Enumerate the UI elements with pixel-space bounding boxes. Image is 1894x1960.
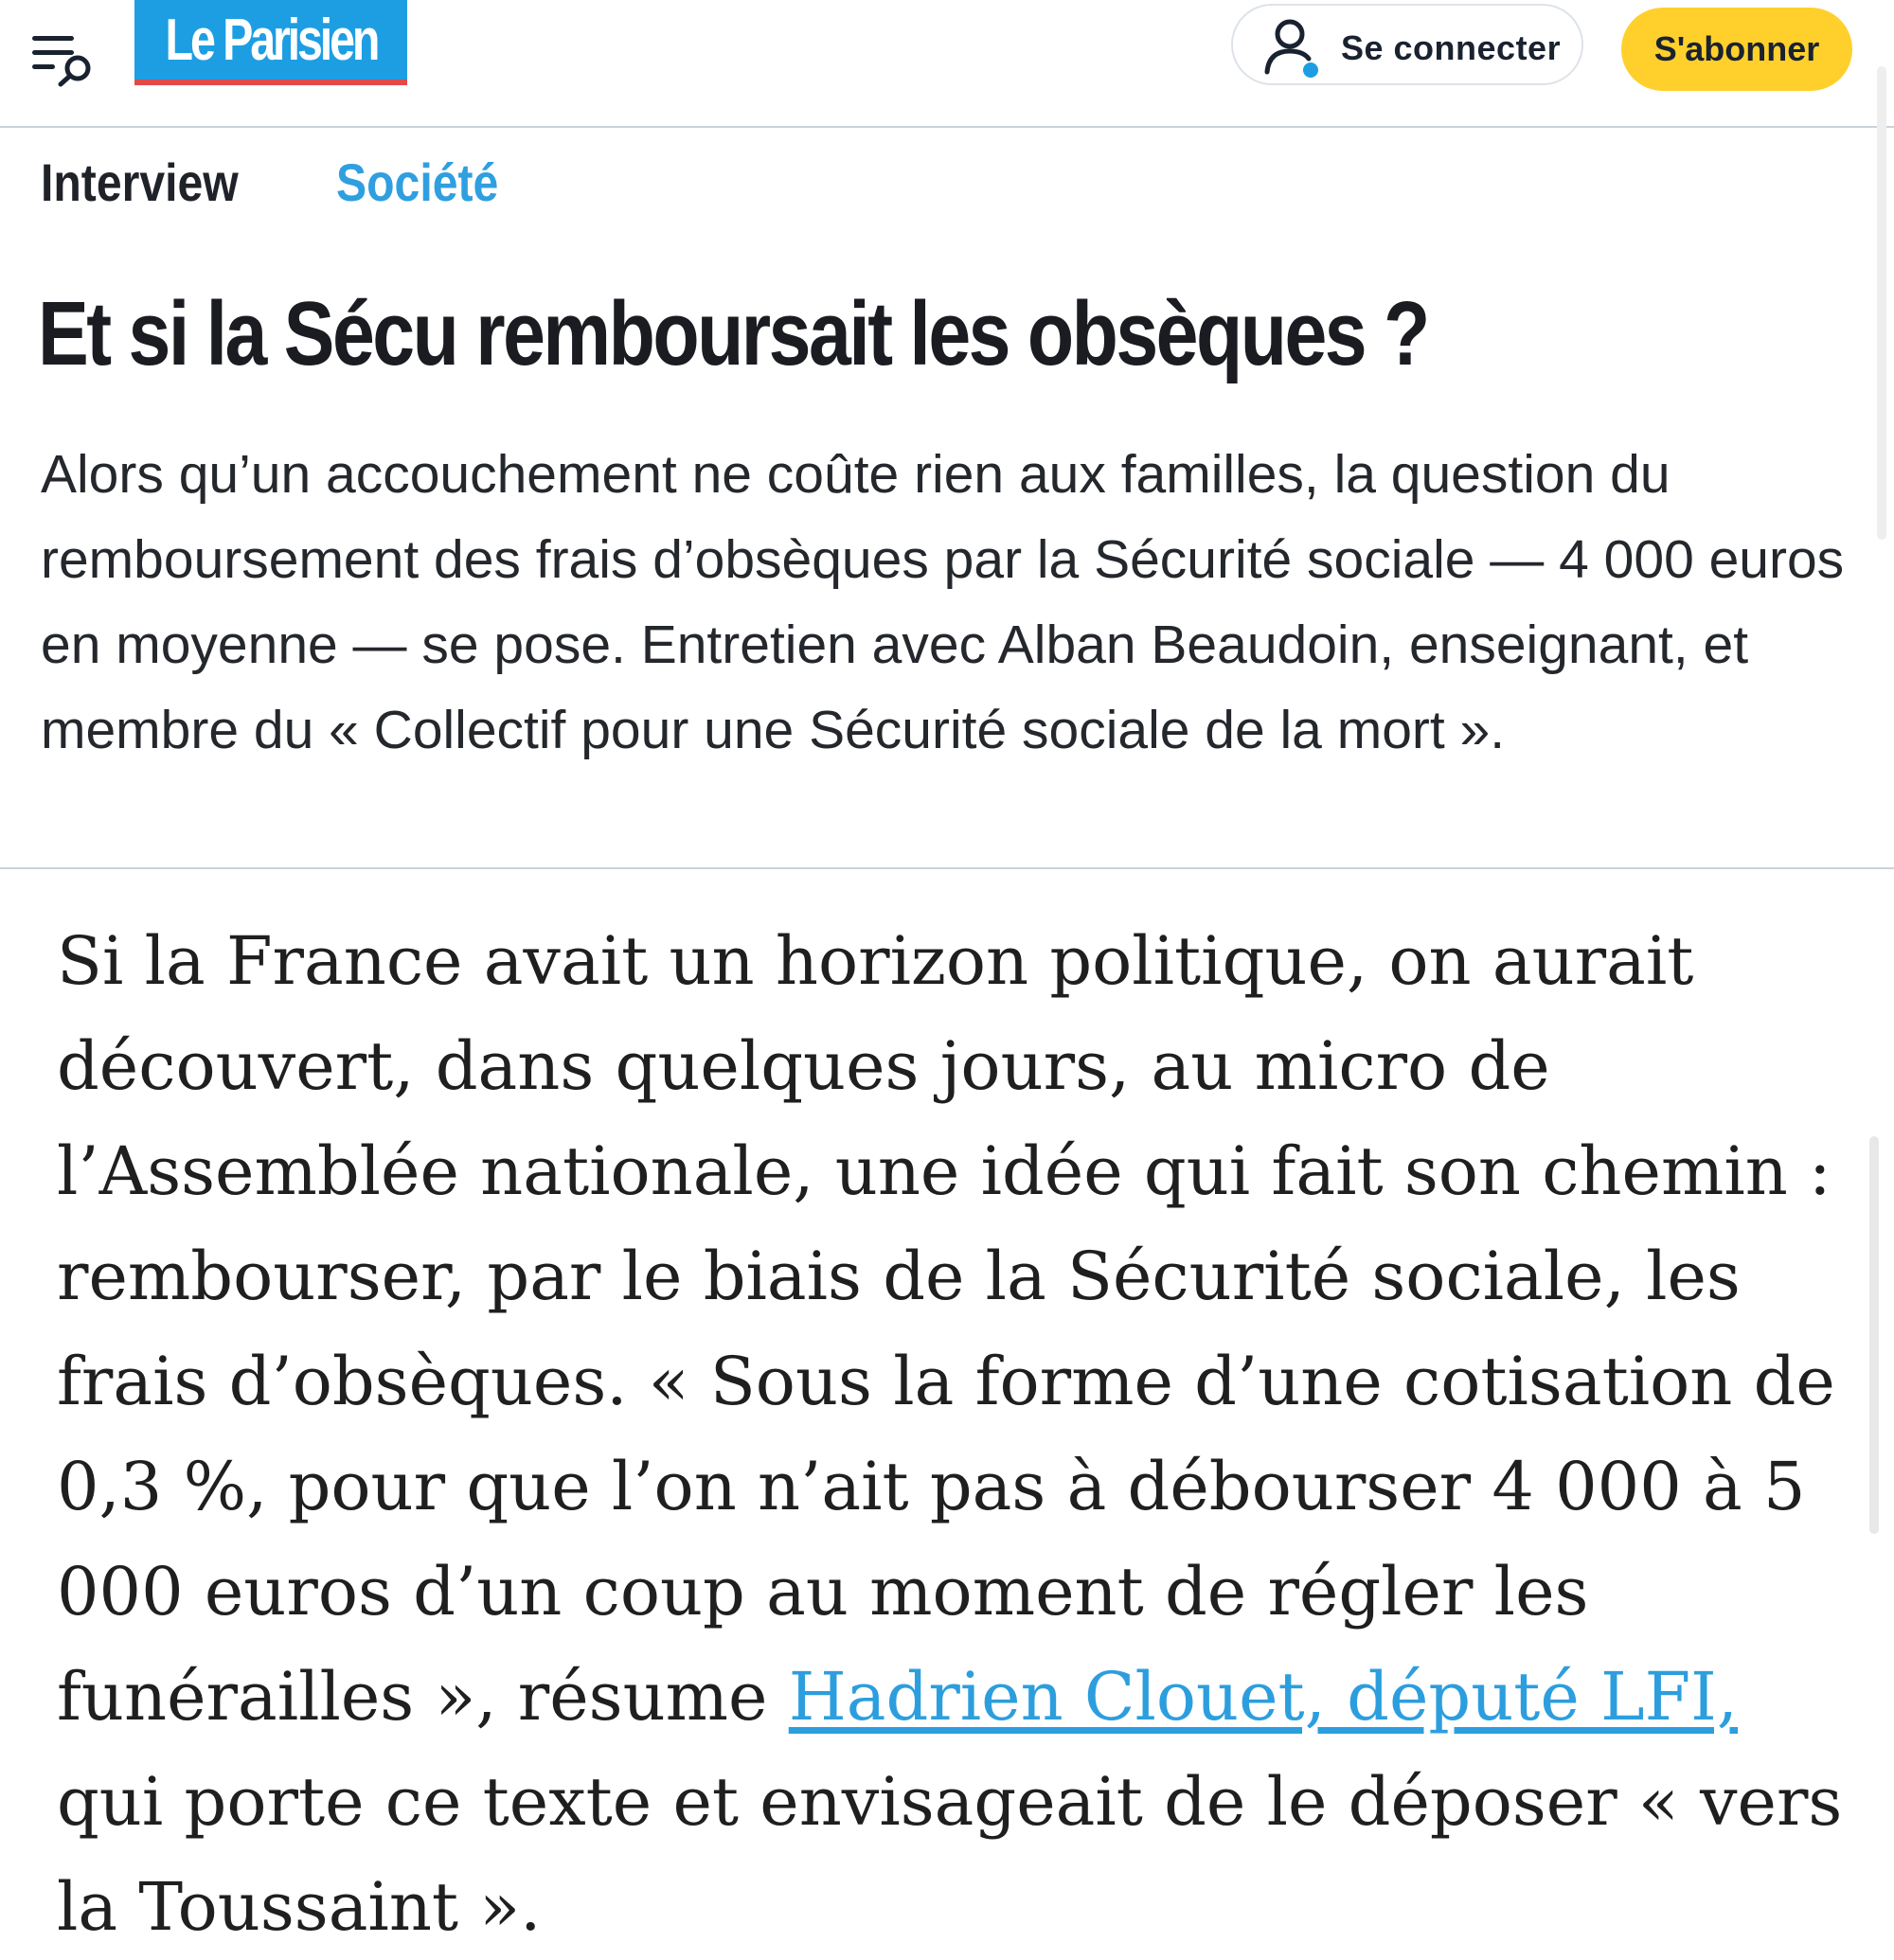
body-text-part-2: qui porte ce texte et envisageait de le déposer « vers la Toussaint ». (57, 1763, 1843, 1946)
le-parisien-logo[interactable] (134, 0, 407, 85)
menu-search-button[interactable] (28, 27, 102, 87)
menu-search-icon (28, 27, 102, 87)
divider (0, 867, 1894, 869)
article-body-paragraph (57, 909, 1856, 1960)
login-label: Se connecter (1341, 28, 1562, 67)
article-title: Et si la Sécu remboursait les obsèques ? (38, 283, 1428, 384)
site-header (0, 0, 1894, 128)
article-kicker (41, 151, 525, 212)
scroll-indicator[interactable] (1869, 1136, 1879, 1534)
body-text-part-1: Si la France avait un horizon politique, on aurait découvert, dans quelques jours, au micro de l’Assemblée nationale, une idée qui fait son chemin : rembourser, par le biais de la Sécurité sociale, les frais d’obsèques. « Sous la forme d’une cotisation de 0,3 %, pour que l’on n’ait pas à débourser 4 000 à 5 000 euros d’un coup au moment de régler les funérailles », résume (57, 922, 1835, 1736)
logo-text: Le Parisien (165, 7, 377, 73)
subscribe-button[interactable]: S'abonner (1621, 8, 1852, 91)
hadrien-clouet-link[interactable]: Hadrien Clouet, député LFI, (788, 1658, 1739, 1736)
article-type-tag: Interview (41, 152, 239, 212)
login-button[interactable] (1231, 4, 1583, 85)
section-link-societe[interactable]: Société (336, 152, 499, 212)
article-standfirst: Alors qu’un accouchement ne coûte rien aux familles, la question du remboursement des frais d’obsèques par la Sécurité sociale — 4 000 euros en moyenne — se pose. Entretien avec Alban Beaudoin, enseignant, et membre du « Collectif pour une Sécurité sociale de la mort ». (41, 444, 1845, 760)
user-icon (1261, 15, 1322, 80)
scrollbar[interactable] (1877, 66, 1886, 540)
